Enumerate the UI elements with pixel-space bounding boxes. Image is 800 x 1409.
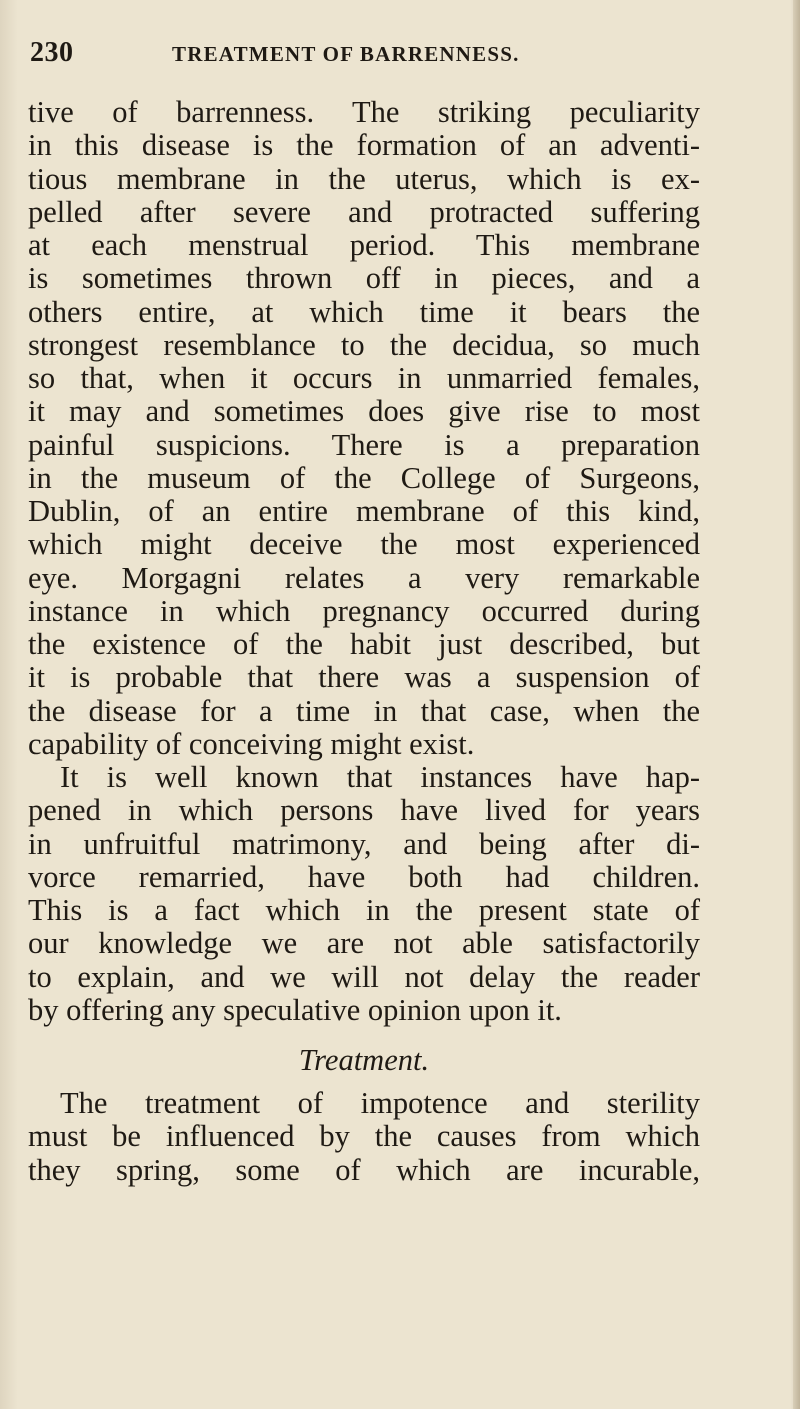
body-text (28, 96, 700, 1187)
text-line: It is well known that instances have hap- (60, 760, 700, 794)
text-line: in the museum of the College of Surgeons, (28, 460, 700, 495)
text-line: our knowledge we are not able satisfactorily (28, 926, 700, 961)
paragraph (28, 761, 700, 1027)
text-line: pened in which persons have lived for years (28, 793, 700, 828)
text-line: strongest resemblance to the decidua, so much (28, 327, 700, 362)
text-line: eye. Morgagni relates a very remarkable (28, 560, 700, 595)
paragraph (28, 96, 700, 761)
running-head: TREATMENT OF BARRENNESS. (172, 42, 520, 66)
text-line: it may and sometimes does give rise to most (28, 394, 700, 429)
text-line: which might deceive the most experienced (28, 527, 700, 562)
text-line: the disease for a time in that case, when the (28, 693, 700, 728)
text-line: must be influenced by the causes from which (28, 1119, 700, 1154)
text-line: is sometimes thrown off in pieces, and a (28, 261, 700, 296)
text-line: instance in which pregnancy occurred during (28, 593, 700, 628)
text-line: Dublin, of an entire membrane of this kind, (28, 494, 700, 528)
page-header (30, 37, 770, 77)
text-line: to explain, and we will not delay the reader (28, 959, 700, 994)
text-line: This is a fact which in the present state of (28, 893, 700, 927)
page-number: 230 (30, 37, 74, 68)
text-line: it is probable that there was a suspension of (28, 660, 700, 695)
text-line: in unfruitful matrimony, and being after di- (28, 826, 700, 861)
text-line: tive of barrenness. The striking peculiarity (28, 95, 700, 129)
text-line: in this disease is the formation of an adventi- (28, 128, 700, 163)
text-line: tious membrane in the uterus, which is ex- (28, 161, 700, 196)
page-edge (793, 0, 800, 1409)
paragraph (28, 1087, 700, 1187)
text-line: so that, when it occurs in unmarried females, (28, 361, 700, 395)
text-line: the existence of the habit just described, but (28, 627, 700, 661)
text-line: they spring, some of which are incurable, (28, 1152, 700, 1187)
text-line: pelled after severe and protracted suffering (28, 194, 700, 229)
text-line: others entire, at which time it bears the (28, 294, 700, 329)
text-line: The treatment of impotence and sterility (60, 1086, 700, 1120)
text-line: by offering any speculative opinion upon it. (28, 992, 562, 1027)
section-heading: Treatment. (298, 1043, 430, 1077)
text-line: capability of conceiving might exist. (28, 726, 475, 761)
text-line: vorce remarried, have both had children. (28, 859, 700, 894)
text-line: at each menstrual period. This membrane (28, 228, 700, 262)
text-line: painful suspicions. There is a preparation (28, 427, 700, 462)
